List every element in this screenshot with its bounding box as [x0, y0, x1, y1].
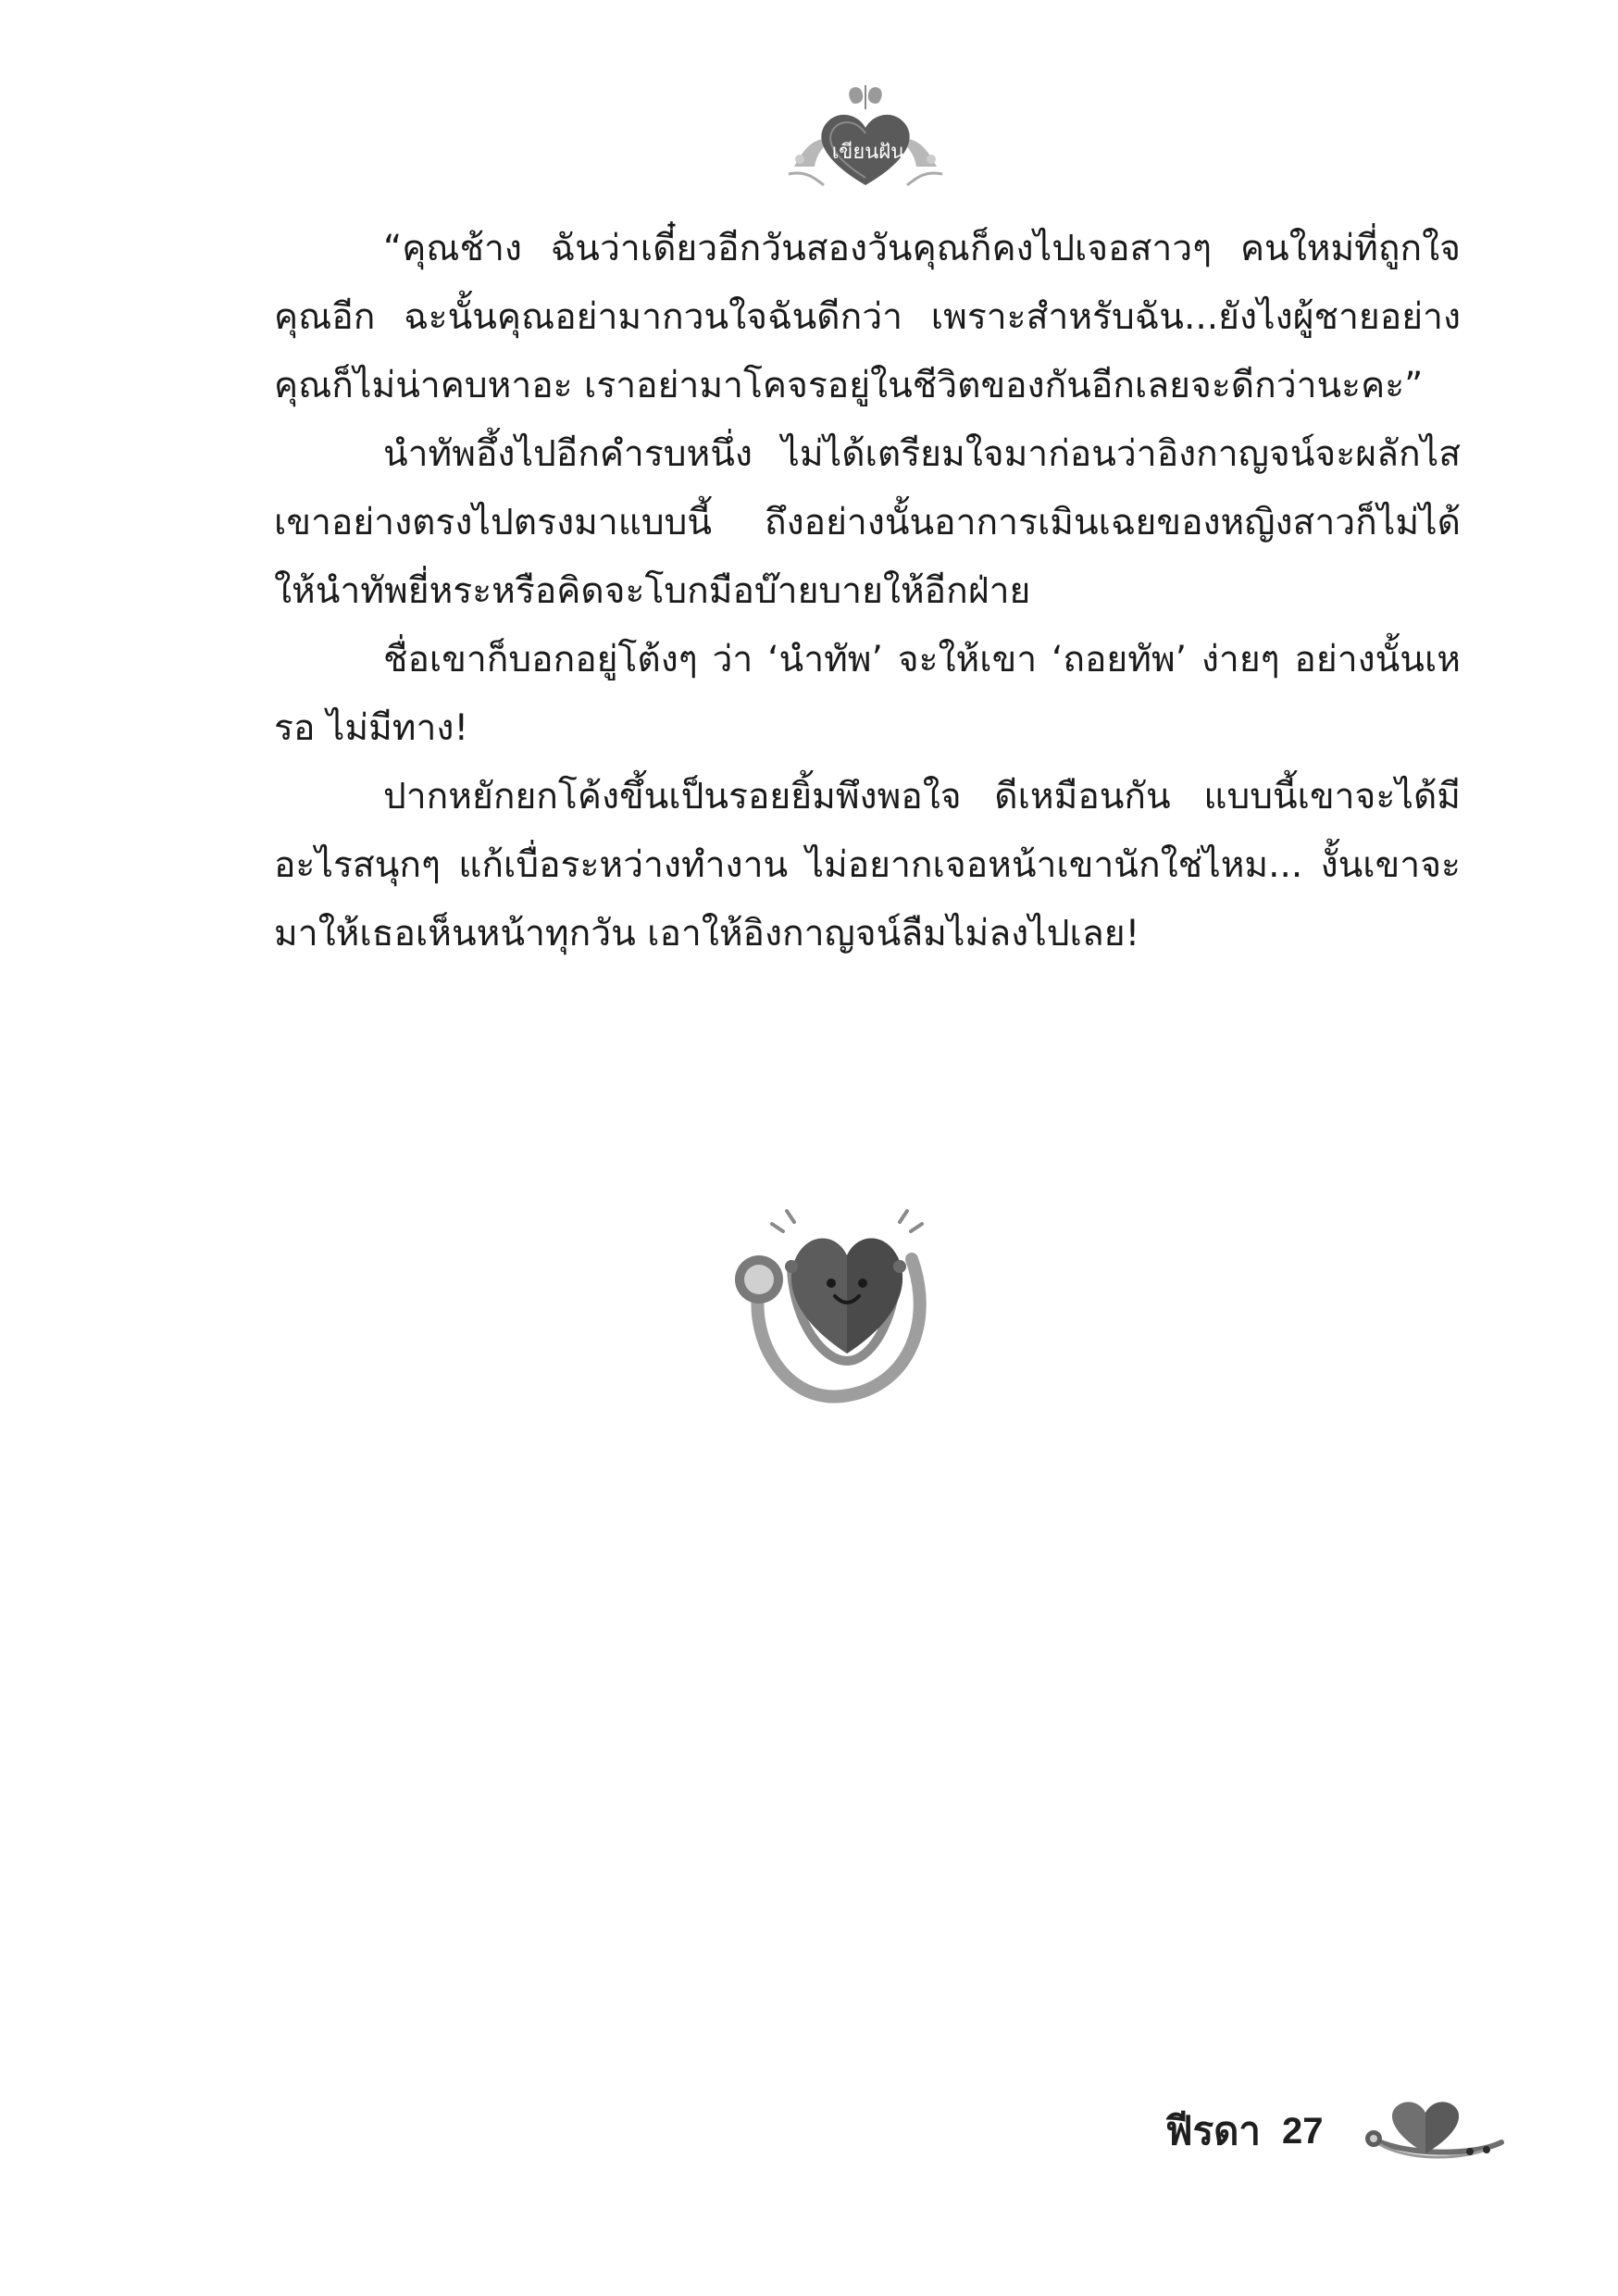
paragraph: ปากหยักยกโค้งขึ้นเป็นรอยยิ้มพึงพอใจ ดีเหมือนกัน แบบนี้เขาจะได้มีอะไรสนุกๆ แก้เบื่อระหว่างทำงาน ไม่อยากเจอหน้าเขานักใช่ไหม... งั้นเขาจะมาให้เธอเห็นหน้าทุกวัน เอาให้อิงกาญจน์ลืมไม่ลงไปเลย!: [274, 776, 1461, 955]
page-number: 27: [1282, 2111, 1324, 2152]
paragraph: “คุณช้าง ฉันว่าเดี๋ยวอีกวันสองวันคุณก็คงไปเจอสาวๆ คนใหม่ที่ถูกใจคุณอีก ฉะนั้นคุณอย่ามากวนใจฉันดีกว่า เพราะสำหรับฉัน...ยังไงผู้ชายอย่างคุณก็ไม่น่าคบหาอะ เราอย่ามาโคจรอยู่ในชีวิตของกันอีกเลยจะดีกว่านะคะ”: [274, 228, 1461, 406]
body-text: [274, 215, 1461, 968]
paragraph: ชื่อเขาก็บอกอยู่โต้งๆ ว่า ‘นำทัพ’ จะให้เขา ‘ถอยทัพ’ ง่ายๆ อย่างนั้นเหรอ ไม่มีทาง!: [274, 639, 1461, 749]
logo-text: เขียนฝัน: [831, 141, 905, 164]
page-footer: [1129, 2094, 1518, 2168]
smiling-heart-stethoscope-icon: [722, 1185, 953, 1426]
heart-stethoscope-icon: [1361, 2100, 1509, 2165]
author-name: ฟีรดา: [1164, 2108, 1261, 2153]
paragraph: นำทัพอึ้งไปอีกคำรบหนึ่ง ไม่ได้เตรียมใจมาก่อนว่าอิงกาญจน์จะผลักไสเขาอย่างตรงไปตรงมาแบบนี้ ถึงอย่างนั้นอาการเมินเฉยของหญิงสาวก็ไม่ได้ให้นำทัพยี่หระหรือคิดจะโบกมือบ๊ายบายให้อีกฝ่าย: [274, 433, 1461, 612]
ornamental-heart-crest-icon: [787, 81, 944, 191]
